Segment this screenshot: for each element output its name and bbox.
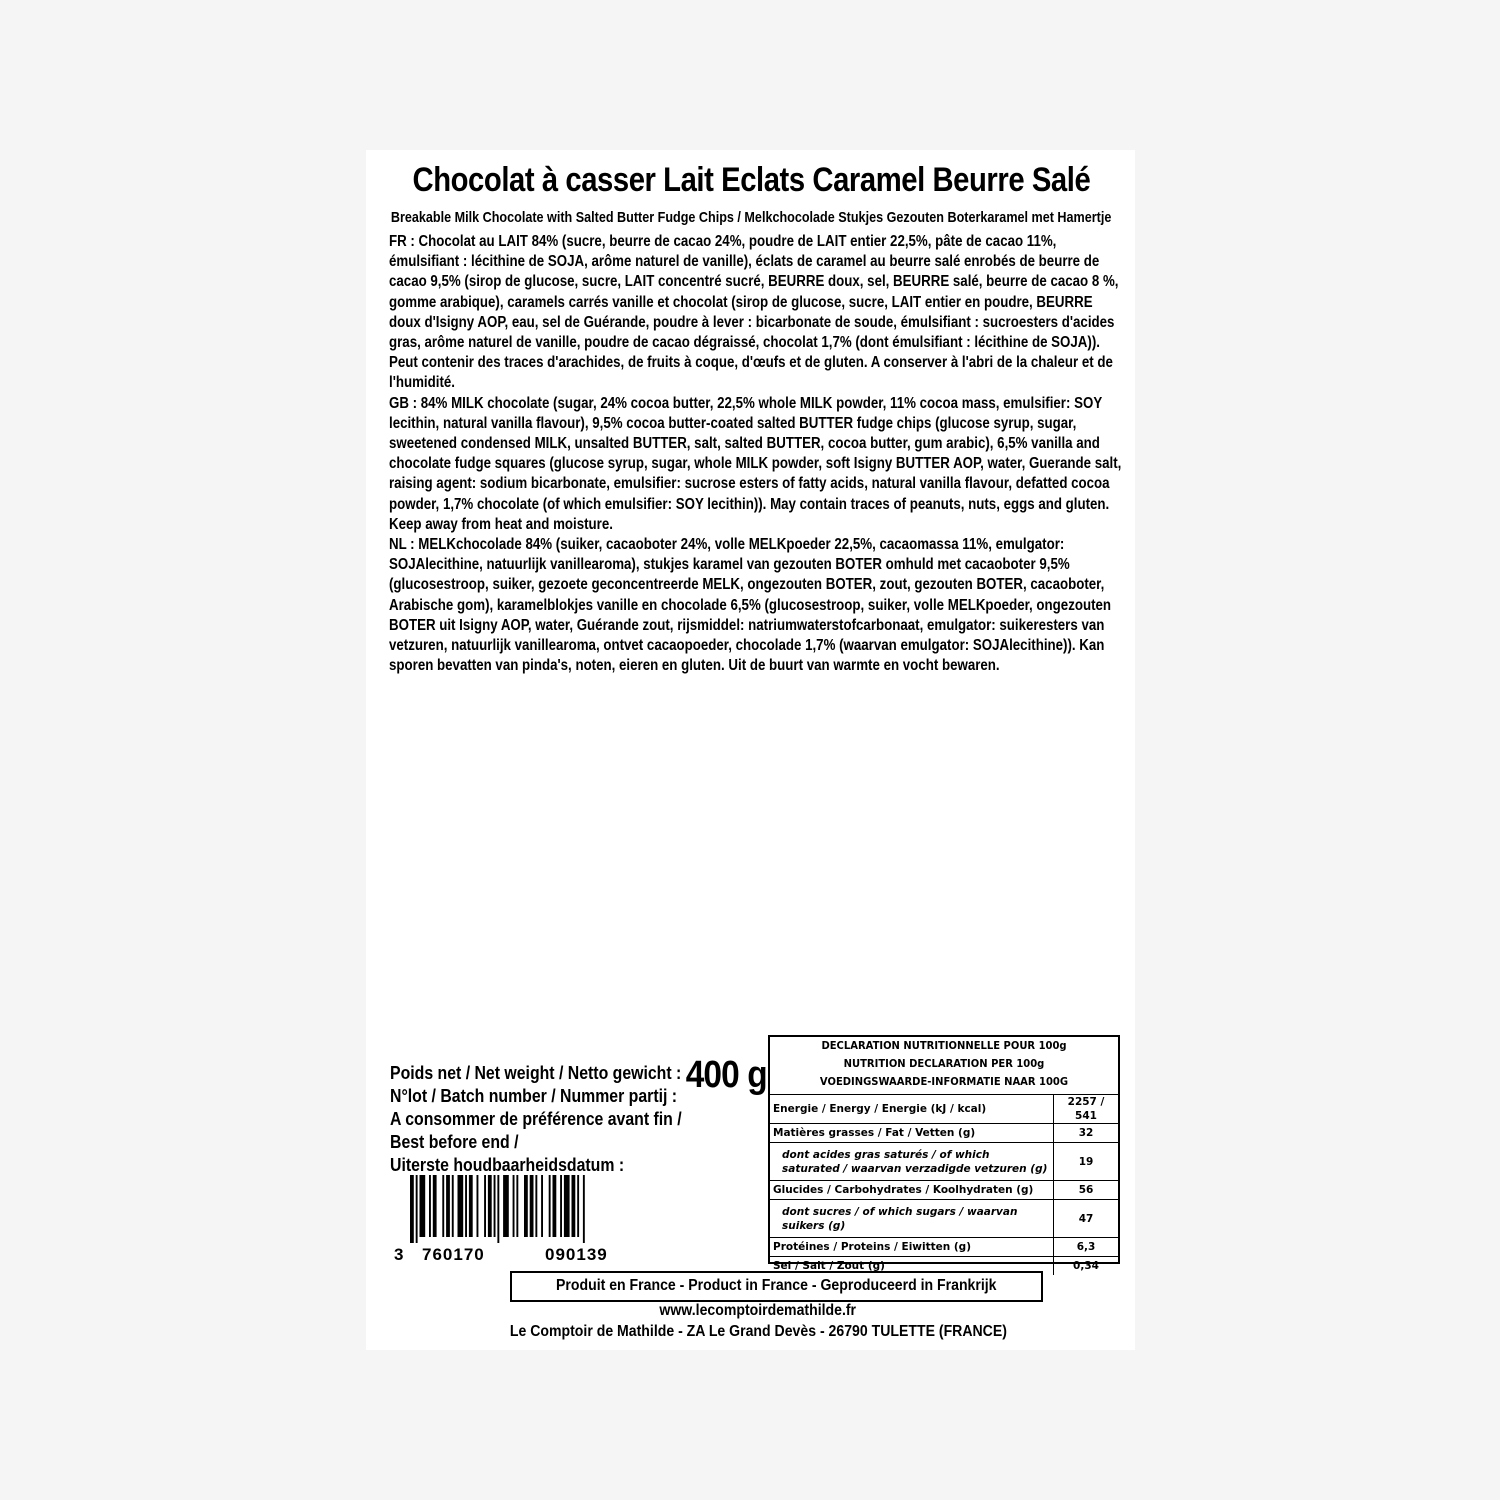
nutrient-value: 56: [1054, 1181, 1119, 1200]
table-row: [770, 1124, 1118, 1143]
nutrient-label: Sel / Salt / Zout (g): [773, 1259, 885, 1272]
nutrient-label: dont sucres / of which sugars / waarvan suikers (g): [770, 1200, 1054, 1238]
nutrient-value: 32: [1054, 1124, 1119, 1143]
product-subtitle: Breakable Milk Chocolate with Salted Butter Fudge Chips / Melkchocolade Stukjes Gezouten Boterkaramel met Hamertje: [390, 209, 1112, 226]
table-row: [770, 1143, 1118, 1181]
ingredients-gb: GB : 84% MILK chocolate (sugar, 24% cocoa butter, 22,5% whole MILK powder, 11% cocoa mass, emulsifier: SOY lecithin, natural vanilla flavour), 9,5% cocoa butter-coated salted BUTTER fudge chips (glucose syrup, sugar, sweetened condensed MILK, unsalted BUTTER, salt, salted BUTTER, cocoa butter, gum arabic), 6,5% vanilla and chocolate fudge squares (glucose syrup, sugar, whole MILK powder, soft Isigny BUTTER AOP, water, Guerande salt, raising agent: sodium bicarbonate, emulsifier: sucrose esters of fatty acids, natural vanilla flavour, defatted cocoa powder, 1,7% chocolate (of which emulsifier: SOY lecithin)). May contain traces of peanuts, nuts, eggs and gluten. Keep away from heat and moisture.: [389, 394, 1122, 533]
table-row: [770, 1238, 1118, 1257]
nutrition-heading-nl: VOEDINGSWAARDE-INFORMATIE NAAR 100G: [819, 1076, 1069, 1088]
best-before-line-1: A consommer de préférence avant fin /: [390, 1109, 682, 1129]
nutrition-heading: [770, 1037, 1118, 1095]
nutrient-value: 2257 / 541: [1054, 1095, 1119, 1124]
barcode-digits-left: 760170: [422, 1245, 485, 1264]
ingredients-block: [389, 232, 1123, 676]
nutrient-value: 47: [1054, 1200, 1119, 1238]
nutrient-value: 0,34: [1054, 1257, 1119, 1275]
address-line: [0, 1323, 1500, 1341]
company-address: Le Comptoir de Mathilde - ZA Le Grand Devès - 26790 TULETTE (FRANCE): [509, 1323, 1007, 1340]
table-row: [770, 1200, 1118, 1238]
made-in-box: [510, 1271, 1043, 1302]
table-row: [770, 1095, 1118, 1124]
nutrient-label: Matières grasses / Fat / Vetten (g): [770, 1124, 1054, 1143]
website-link[interactable]: www.lecomptoirdemathilde.fr: [659, 1302, 857, 1319]
batch-number-label: N°lot / Batch number / Nummer partij :: [390, 1086, 678, 1106]
best-before-line-2: Best before end /: [390, 1132, 519, 1152]
table-row: [770, 1181, 1118, 1200]
nutrient-value: 19: [1054, 1143, 1119, 1181]
nutrition-heading-gb: NUTRITION DECLARATION PER 100g: [843, 1058, 1045, 1070]
nutrient-label: dont acides gras saturés / of which saturated / waarvan verzadigde vetzuren (g): [770, 1143, 1054, 1181]
product-info: [390, 1054, 767, 1177]
net-weight-label: Poids net / Net weight / Netto gewicht :: [390, 1063, 682, 1083]
nutrient-value: 6,3: [1054, 1238, 1119, 1257]
nutrient-label: Glucides / Carbohydrates / Koolhydraten (g): [770, 1181, 1054, 1200]
barcode-digit-first: 3: [394, 1245, 404, 1264]
barcode-digits-right: 090139: [545, 1245, 608, 1264]
nutrient-label: Protéines / Proteins / Eiwitten (g): [770, 1238, 1054, 1257]
nutrition-table: [768, 1035, 1120, 1272]
ingredients-fr: FR : Chocolat au LAIT 84% (sucre, beurre de cacao 24%, poudre de LAIT entier 22,5%, pâte de cacao 11%, émulsifiant : lécithine de SOJA, arôme naturel de vanille), éclats de caramel au beurre salé enrobés de beurre de cacao 9,5% (sirop de glucose, sucre, LAIT concentré sucré, BEURRE doux, sel, BEURRE salé, beurre de cacao 8 %, gomme arabique), caramels carrés vanille et chocolat (sirop de glucose, sucre, LAIT entier en poudre, BEURRE doux d'Isigny AOP, eau, sel de Guérande, poudre à lever : bicarbonate de soude, émulsifiant : sucroesters d'acides gras, arôme naturel de vanille, poudre de cacao dégraissé, chocolat 1,7% (dont émulsifiant : lécithine de SOJA)). Peut contenir des traces d'arachides, de fruits à coque, d'œufs et de gluten. A conserver à l'abri de la chaleur et de l'humidité.: [389, 233, 1119, 392]
barcode-icon: [410, 1175, 642, 1243]
product-title: Chocolat à casser Lait Eclats Caramel Beurre Salé: [412, 161, 1091, 199]
best-before-line-3: Uiterste houdbaarheidsdatum :: [390, 1155, 625, 1175]
ingredients-nl: NL : MELKchocolade 84% (suiker, cacaoboter 24%, volle MELKpoeder 22,5%, cacaomassa 11%, emulgator: SOJAlecithine, natuurlijk vanillearoma), stukjes karamel van gezouten BOTER omhuld met cacaoboter 9,5% (glucosestroop, suiker, gezoete geconcentreerde MELK, ongezouten BOTER, zout, gezouten BOTER, cacaoboter, Arabische gom), karamelblokjes vanille en chocolade 6,5% (glucosestroop, suiker, volle MELKpoeder, ongezouten BOTER uit Isigny AOP, water, Guérande zout, rijsmiddel: natriumwaterstofcarbonaat, emulgator: suikeresters van vetzuren, natuurlijk vanillearoma, ontvet cacaopoeder, chocolade 1,7% (waarvan emulgator: SOJAlecithine)). Kan sporen bevatten van pinda's, noten, eieren en gluten. Uit de buurt van warmte en vocht bewaren.: [389, 536, 1112, 675]
nutrition-rows: [770, 1095, 1118, 1275]
nutrient-label: Energie / Energy / Energie (kJ / kcal): [770, 1095, 1054, 1124]
net-weight-value: 400 g: [685, 1054, 767, 1096]
nutrition-heading-fr: DECLARATION NUTRITIONNELLE POUR 100g: [821, 1040, 1067, 1052]
website-line: [0, 1302, 1500, 1320]
made-in-text: Produit en France - Product in France - Geproduceerd in Frankrijk: [556, 1277, 997, 1294]
